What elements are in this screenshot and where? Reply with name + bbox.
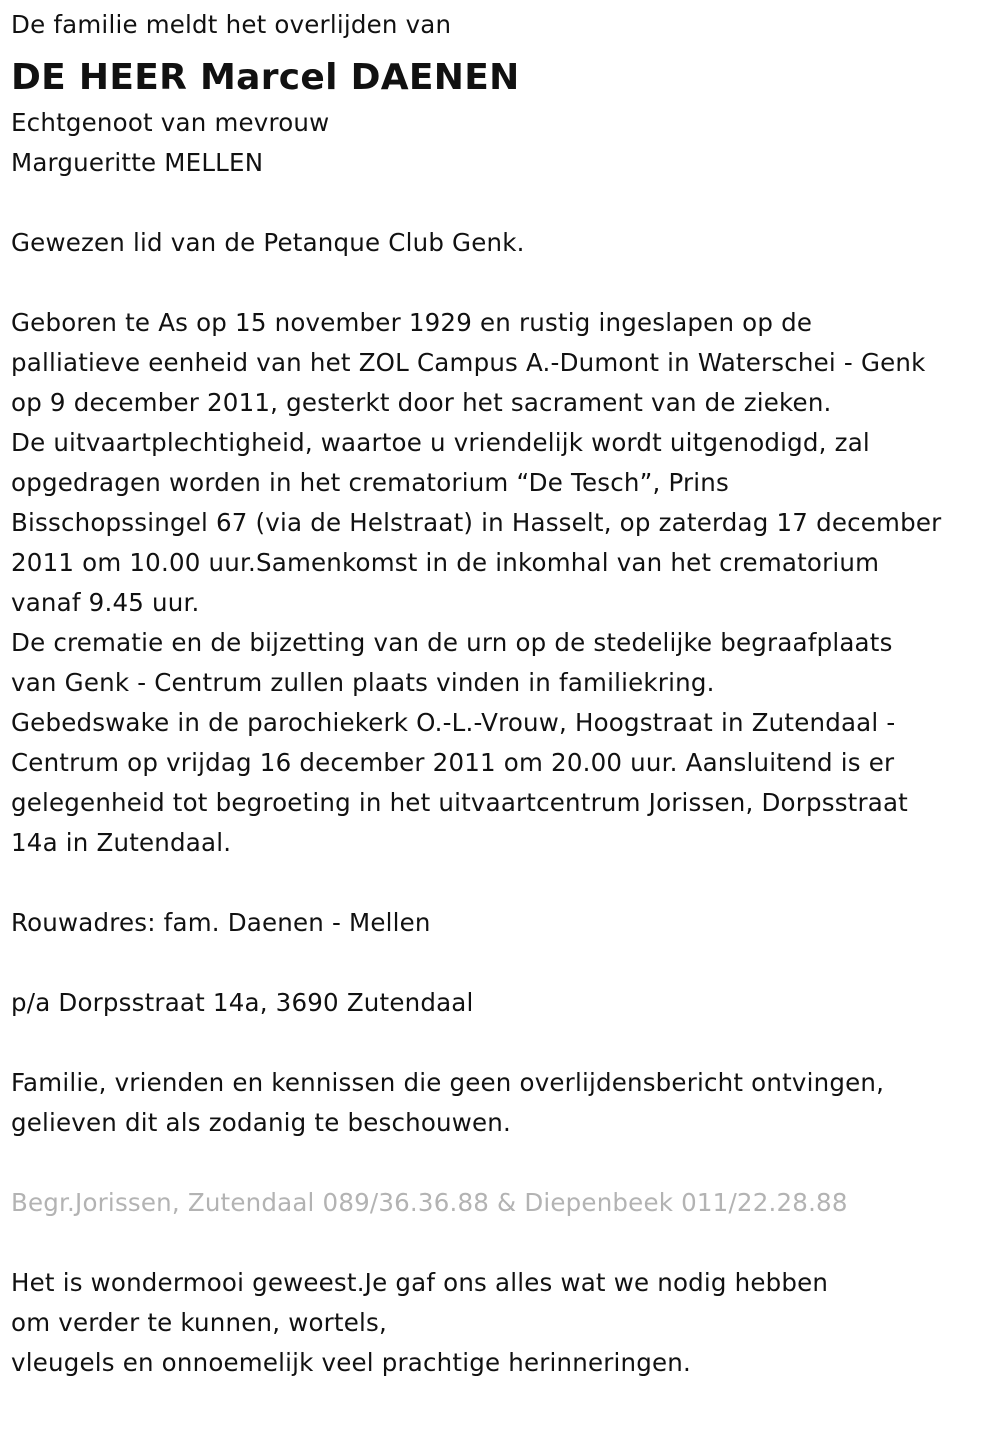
body-line: gelegenheid tot begroeting in het uitvaartcentrum Jorissen, Dorpsstraat — [11, 788, 908, 817]
poem-line: Het is wondermooi geweest.Je gaf ons alles wat we nodig hebben — [11, 1268, 829, 1297]
spouse-line-1: Echtgenoot van mevrouw — [11, 108, 330, 137]
intro-text: De familie meldt het overlijden van — [11, 10, 452, 39]
poem-line: om verder te kunnen, wortels, — [11, 1308, 387, 1337]
deceased-name: DE HEER Marcel DAENEN — [11, 57, 520, 98]
funeral-home-contact: Begr.Jorissen, Zutendaal 089/36.36.88 & Diepenbeek 011/22.28.88 — [11, 1188, 848, 1217]
body-line: op 9 december 2011, gesterkt door het sacrament van de zieken. — [11, 388, 832, 417]
body-line: opgedragen worden in het crematorium “De Tesch”, Prins — [11, 468, 729, 497]
body-line: vanaf 9.45 uur. — [11, 588, 200, 617]
obituary-document — [11, 0, 996, 1383]
body-line: De uitvaartplechtigheid, waartoe u vriendelijk wordt uitgenodigd, zal — [11, 428, 870, 457]
spacer — [11, 1023, 996, 1063]
spacer — [11, 263, 996, 303]
body-line: Bisschopssingel 67 (via de Helstraat) in Hasselt, op zaterdag 17 december — [11, 508, 942, 537]
spacer — [11, 183, 996, 223]
spacer — [11, 943, 996, 983]
body-line: Gebedswake in de parochiekerk O.-L.-Vrouw, Hoogstraat in Zutendaal - — [11, 708, 896, 737]
notice-line: Familie, vrienden en kennissen die geen overlijdensbericht ontvingen, — [11, 1068, 885, 1097]
body-line: 14a in Zutendaal. — [11, 828, 232, 857]
postal-address: p/a Dorpsstraat 14a, 3690 Zutendaal — [11, 988, 474, 1017]
body-line: van Genk - Centrum zullen plaats vinden in familiekring. — [11, 668, 715, 697]
body-line: palliatieve eenheid van het ZOL Campus A.-Dumont in Waterschei - Genk — [11, 348, 926, 377]
spacer — [11, 1223, 996, 1263]
membership-text: Gewezen lid van de Petanque Club Genk. — [11, 228, 525, 257]
body-paragraph — [11, 303, 996, 863]
body-line: Centrum op vrijdag 16 december 2011 om 20.00 uur. Aansluitend is er — [11, 748, 895, 777]
notice-paragraph — [11, 1063, 996, 1143]
notice-line: gelieven dit als zodanig te beschouwen. — [11, 1108, 512, 1137]
mourning-address: Rouwadres: fam. Daenen - Mellen — [11, 908, 431, 937]
spacer — [11, 1143, 996, 1183]
body-line: De crematie en de bijzetting van de urn op de stedelijke begraafplaats — [11, 628, 893, 657]
poem-paragraph — [11, 1263, 996, 1383]
spouse-line-2: Margueritte MELLEN — [11, 148, 264, 177]
body-line: Geboren te As op 15 november 1929 en rustig ingeslapen op de — [11, 308, 813, 337]
spacer — [11, 863, 996, 903]
body-line: 2011 om 10.00 uur.Samenkomst in de inkomhal van het crematorium — [11, 548, 880, 577]
poem-line: vleugels en onnoemelijk veel prachtige herinneringen. — [11, 1348, 691, 1377]
